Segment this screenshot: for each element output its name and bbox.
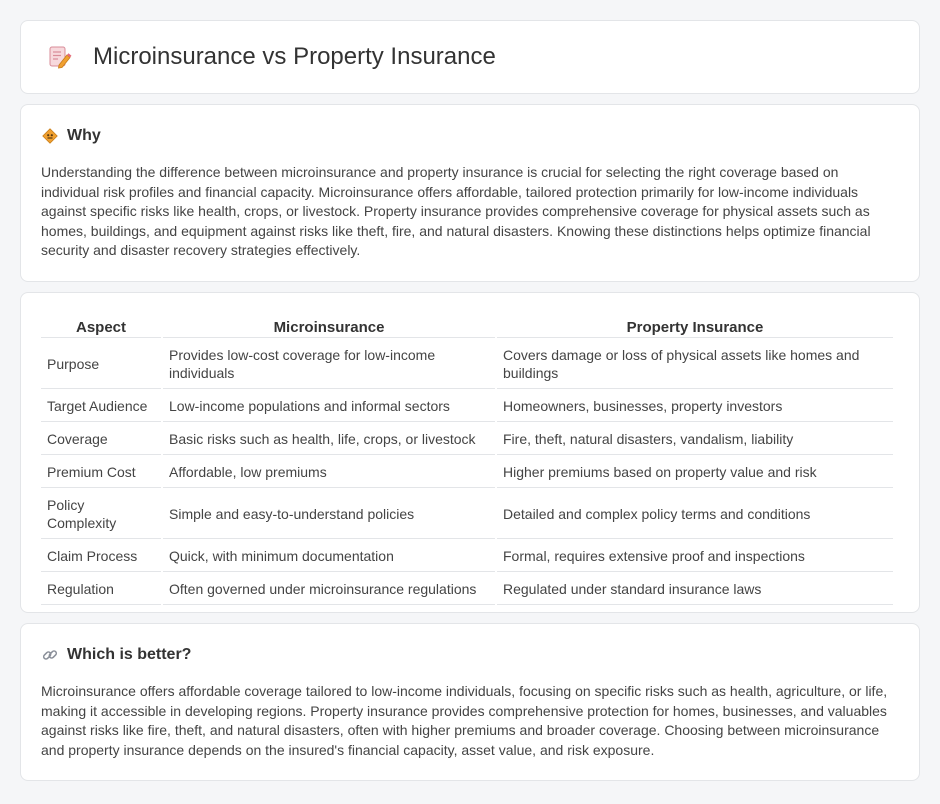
table-cell-property-insurance: Covers damage or loss of physical assets like homes and buildings <box>497 340 893 389</box>
table-cell-aspect: Regulation <box>41 574 161 605</box>
column-header-aspect: Aspect <box>41 317 161 338</box>
table-cell-microinsurance: Quick, with minimum documentation <box>163 541 495 572</box>
which-section <box>20 623 920 781</box>
table-row <box>41 574 893 605</box>
table-cell-microinsurance: Basic risks such as health, life, crops, or livestock <box>163 424 495 455</box>
table-cell-property-insurance: Higher premiums based on property value and risk <box>497 457 893 488</box>
link-icon <box>41 646 59 664</box>
column-header-microinsurance: Microinsurance <box>163 317 495 338</box>
table-cell-property-insurance: Fire, theft, natural disasters, vandalism, liability <box>497 424 893 455</box>
column-header-property-insurance: Property Insurance <box>497 317 893 338</box>
why-text: Understanding the difference between microinsurance and property insurance is crucial for selecting the right coverage based on individual risk profiles and financial capacity. Microinsurance offers affordable, tailored protection primarily for low-income individuals against specific risks like health, crops, or livestock. Property insurance provides comprehensive coverage for physical assets such as homes, buildings, and equipment against risks like theft, fire, and natural disasters. Knowing these distinctions helps optimize financial security and disaster recovery strategies effectively. <box>41 164 871 258</box>
document-pencil-icon <box>45 43 73 71</box>
table-cell-aspect: Coverage <box>41 424 161 455</box>
road-sign-icon <box>41 127 59 145</box>
title-card <box>20 20 920 94</box>
comparison-table <box>39 315 895 607</box>
table-cell-microinsurance: Simple and easy-to-understand policies <box>163 490 495 539</box>
which-heading: Which is better? <box>67 646 192 663</box>
table-cell-microinsurance: Provides low-cost coverage for low-income individuals <box>163 340 495 389</box>
table-cell-aspect: Premium Cost <box>41 457 161 488</box>
table-cell-aspect: Claim Process <box>41 541 161 572</box>
table-row <box>41 391 893 422</box>
table-cell-property-insurance: Formal, requires extensive proof and inspections <box>497 541 893 572</box>
why-heading: Why <box>67 127 101 144</box>
which-text: Microinsurance offers affordable coverage tailored to low-income individuals, focusing on specific risks such as health, agriculture, or life, making it accessible in developing regions. Property insurance provides comprehensive protection for homes, businesses, and valuables against risks like fire, theft, and natural disasters, often with higher premiums and broader coverage. Choosing between microinsurance and property insurance depends on the insured's financial capacity, asset value, and risk exposure. <box>41 683 888 758</box>
table-cell-microinsurance: Affordable, low premiums <box>163 457 495 488</box>
table-cell-aspect: Policy Complexity <box>41 490 161 539</box>
table-row <box>41 457 893 488</box>
comparison-section <box>20 292 920 613</box>
table-cell-aspect: Target Audience <box>41 391 161 422</box>
table-cell-property-insurance: Regulated under standard insurance laws <box>497 574 893 605</box>
table-cell-microinsurance: Often governed under microinsurance regulations <box>163 574 495 605</box>
table-row <box>41 490 893 539</box>
table-cell-microinsurance: Low-income populations and informal sectors <box>163 391 495 422</box>
table-row <box>41 541 893 572</box>
table-header-row <box>41 317 893 338</box>
why-header <box>41 127 899 145</box>
table-cell-aspect: Purpose <box>41 340 161 389</box>
table-cell-property-insurance: Homeowners, businesses, property investors <box>497 391 893 422</box>
table-row <box>41 340 893 389</box>
why-section <box>20 104 920 282</box>
table-row <box>41 424 893 455</box>
page-title: Microinsurance vs Property Insurance <box>93 43 496 70</box>
which-header <box>41 646 899 664</box>
table-cell-property-insurance: Detailed and complex policy terms and conditions <box>497 490 893 539</box>
